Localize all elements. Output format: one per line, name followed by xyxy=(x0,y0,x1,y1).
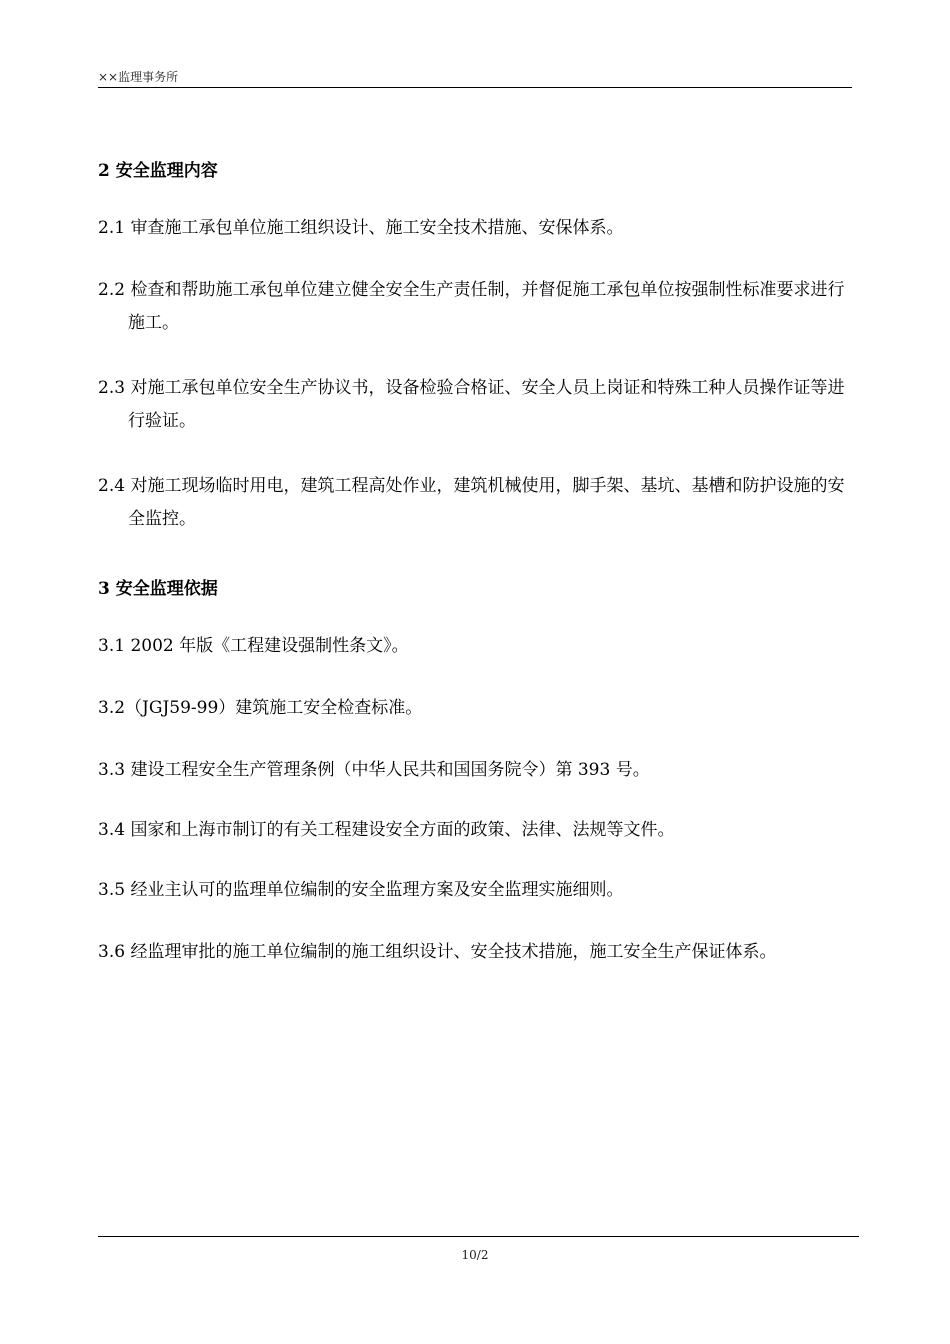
item-text: （JGJ59-99）建筑施工安全检查标准。 xyxy=(125,698,423,718)
item-text: 对施工现场临时用电，建筑工程高处作业，建筑机械使用，脚手架、基坑、基槽和防护设施的安全监控。 xyxy=(128,476,845,529)
footer-rule xyxy=(98,1236,859,1237)
item-3-4 xyxy=(98,814,854,847)
item-3-3 xyxy=(98,754,854,787)
item-number: 2.3 xyxy=(98,378,126,398)
item-2-2 xyxy=(98,274,854,340)
item-3-6 xyxy=(98,936,854,969)
item-number: 3.1 xyxy=(98,636,126,656)
item-text: 经监理审批的施工单位编制的施工组织设计、安全技术措施，施工安全生产保证体系。 xyxy=(130,942,777,962)
item-text: 经业主认可的监理单位编制的安全监理方案及安全监理实施细则。 xyxy=(130,880,624,900)
header-rule xyxy=(98,87,852,88)
item-text: 审查施工承包单位施工组织设计、施工安全技术措施、安保体系。 xyxy=(130,218,624,238)
item-3-5 xyxy=(98,874,854,907)
item-number: 3.3 xyxy=(98,760,126,780)
page-number: 10/2 xyxy=(461,1248,489,1262)
item-text: 建设工程安全生产管理条例（中华人民共和国国务院令）第 393 号。 xyxy=(130,760,650,780)
item-number: 2.2 xyxy=(98,280,126,300)
item-2-4 xyxy=(98,470,854,536)
item-number: 3.2 xyxy=(98,698,126,718)
item-number: 2.4 xyxy=(98,476,126,496)
item-number: 3.6 xyxy=(98,942,126,962)
item-2-1 xyxy=(98,212,854,245)
item-number: 3.4 xyxy=(98,820,126,840)
item-3-2 xyxy=(98,692,854,725)
item-number: 3.5 xyxy=(98,880,126,900)
item-text: 对施工承包单位安全生产协议书，设备检验合格证、安全人员上岗证和特殊工种人员操作证等进行验证。 xyxy=(128,378,845,431)
item-3-1 xyxy=(98,630,854,663)
item-text: 2002 年版《工程建设强制性条文》。 xyxy=(130,636,409,656)
item-number: 2.1 xyxy=(98,218,126,238)
section-2-heading: 2 安全监理内容 xyxy=(98,161,218,181)
item-text: 国家和上海市制订的有关工程建设安全方面的政策、法律、法规等文件。 xyxy=(130,820,675,840)
header-org-name: ××监理事务所 xyxy=(98,70,179,84)
item-text: 检查和帮助施工承包单位建立健全安全生产责任制，并督促施工承包单位按强制性标准要求进行施工。 xyxy=(128,280,845,333)
item-2-3 xyxy=(98,372,854,438)
section-3-heading: 3 安全监理依据 xyxy=(98,579,218,599)
